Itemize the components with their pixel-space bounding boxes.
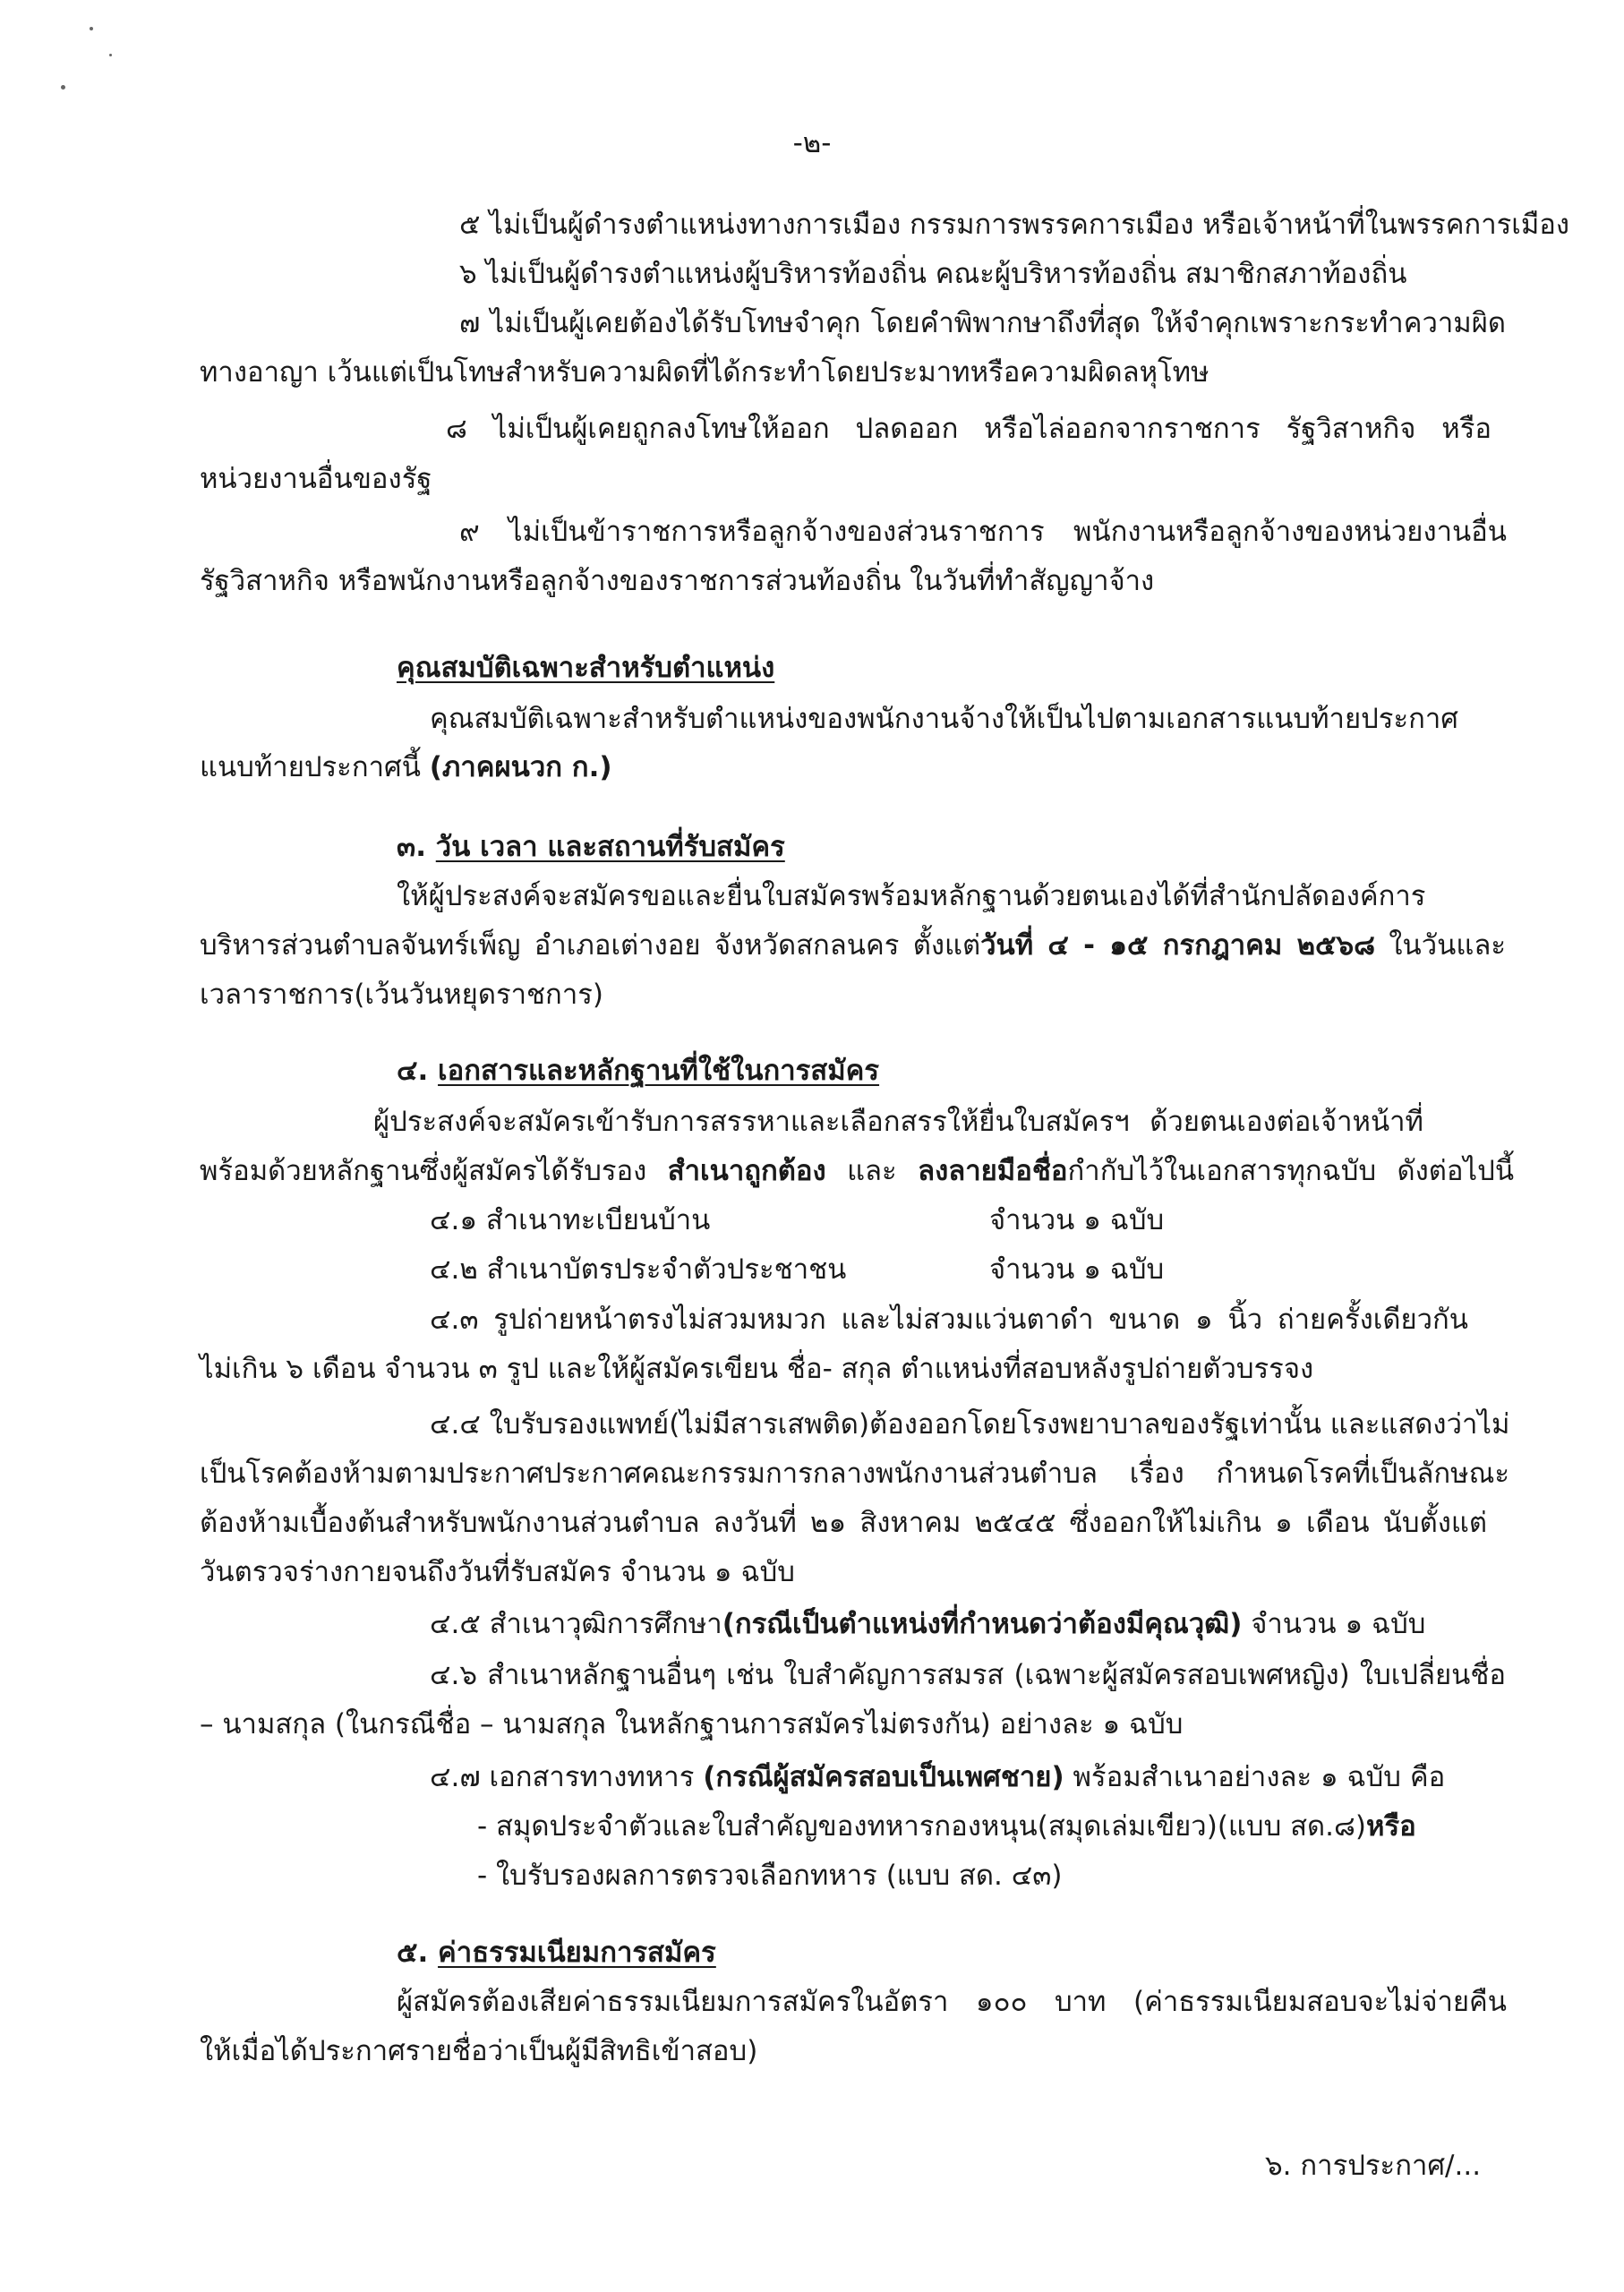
document-item-4-1-label: ๔.๑ สำเนาทะเบียนบ้าน: [430, 1204, 711, 1236]
military-docs-copies: พร้อมสำเนาอย่างละ ๑ ฉบับ คือ: [1064, 1761, 1446, 1793]
scan-speck: [109, 54, 112, 56]
certified-copy-emphasis: สำเนาถูกต้อง: [667, 1155, 826, 1187]
intro-text-c: และ: [825, 1155, 919, 1187]
intro-text-a: พร้อมด้วยหลักฐานซึ่งผู้สมัครได้รับรอง: [200, 1155, 668, 1187]
application-dates: วันที่ ๔ - ๑๕ กรกฎาคม ๒๕๖๘: [980, 929, 1376, 962]
intro-text-e: กำกับไว้ในเอกสารทุกฉบับ ดังต่อไปนี้: [1067, 1155, 1515, 1187]
section-4-intro-line-2: [200, 1155, 1514, 1188]
qualification-item-7-line-2: ทางอาญา เว้นแต่เป็นโทษสำหรับความผิดที่ได้กระทำโดยประมาทหรือความผิดลหุโทษ: [200, 356, 1209, 389]
section-5-line-1: ผู้สมัครต้องเสียค่าธรรมเนียมการสมัครในอัตรา ๑๐๐ บาท (ค่าธรรมเนียมสอบจะไม่จ่ายคืน: [397, 1986, 1507, 2018]
military-doc-2: - ใบรับรองผลการตรวจเลือกทหาร (แบบ สด. ๔๓): [477, 1860, 1063, 1892]
document-item-4-6-line-1: ๔.๖ สำเนาหลักฐานอื่นๆ เช่น ใบสำคัญการสมรส (เฉพาะผู้สมัครสอบเพศหญิง) ใบเปลี่ยนชื่อ: [430, 1659, 1506, 1691]
document-item-4-3-line-2: ไม่เกิน ๖ เดือน จำนวน ๓ รูป และให้ผู้สมัครเขียน ชื่อ- สกุล ตำแหน่งที่สอบหลังรูปถ่ายตัวบรรจง: [200, 1353, 1314, 1385]
page-number: -๒-: [792, 127, 832, 159]
reserve-booklet-text: - สมุดประจำตัวและใบสำคัญของทหารกองหนุน(สมุดเล่มเขียว)(แบบ สด.๘): [477, 1810, 1367, 1843]
or-emphasis: หรือ: [1366, 1810, 1416, 1843]
education-copy-label: ๔.๕ สำเนาวุฒิการศึกษา: [430, 1608, 722, 1640]
section-3-title: วัน เวลา และสถานที่รับสมัคร: [435, 831, 785, 863]
section-4-heading: [397, 1055, 879, 1088]
military-docs-condition: (กรณีผู้สมัครสอบเป็นเพศชาย): [703, 1761, 1064, 1793]
document-item-4-3-line-1: ๔.๓ รูปถ่ายหน้าตรงไม่สวมหมวก และไม่สวมแว่นตาดำ ขนาด ๑ นิ้ว ถ่ายครั้งเดียวกัน: [430, 1304, 1468, 1336]
section-3-heading: [397, 831, 785, 864]
section-3-line-3: เวลาราชการ(เว้นวันหยุดราชการ): [200, 979, 603, 1011]
document-item-4-4-line-1: ๔.๔ ใบรับรองแพทย์(ไม่มีสารเสพติด)ต้องออกโดยโรงพยาบาลของรัฐเท่านั้น และแสดงว่าไม่: [430, 1408, 1510, 1441]
qualification-item-6: ๖ ไม่เป็นผู้ดำรงตำแหน่งผู้บริหารท้องถิ่น คณะผู้บริหารท้องถิ่น สมาชิกสภาท้องถิ่น: [459, 258, 1407, 290]
section-3-number: ๓.: [397, 831, 426, 863]
document-item-4-7: [430, 1761, 1445, 1794]
section-3-location: บริหารส่วนตำบลจันทร์เพ็ญ อำเภอเต่างอย จังหวัดสกลนคร ตั้งแต่: [200, 929, 981, 962]
section-5-line-2: ให้เมื่อได้ประกาศรายชื่อว่าเป็นผู้มีสิทธิเข้าสอบ): [200, 2035, 758, 2067]
section-5-number: ๕.: [397, 1937, 429, 1969]
qualification-item-8-line-1: ๘ ไม่เป็นผู้เคยถูกลงโทษให้ออก ปลดออก หรือไล่ออกจากราชการ รัฐวิสาหกิจ หรือ: [446, 413, 1492, 445]
signature-emphasis: ลงลายมือชื่อ: [918, 1155, 1068, 1187]
section-3-line-1: ให้ผู้ประสงค์จะสมัครขอและยื่นใบสมัครพร้อมหลักฐานด้วยตนเองได้ที่สำนักปลัดองค์การ: [397, 880, 1426, 912]
document-item-4-2-quantity: จำนวน ๑ ฉบับ: [989, 1253, 1165, 1286]
document-item-4-4-line-3: ต้องห้ามเบื้องต้นสำหรับพนักงานส่วนตำบล ลงวันที่ ๒๑ สิงหาคม ๒๕๔๕ ซึ่งออกให้ไม่เกิน ๑ เดือน นับตั้งแต่: [200, 1507, 1487, 1539]
scan-speck: [61, 85, 65, 90]
section-4-intro-line-1: ผู้ประสงค์จะสมัครเข้ารับการสรรหาและเลือกสรรให้ยื่นใบสมัครฯ ด้วยตนเองต่อเจ้าหน้าที่: [373, 1106, 1423, 1138]
document-item-4-5: [430, 1608, 1425, 1641]
specific-qualifications-heading: คุณสมบัติเฉพาะสำหรับตำแหน่ง: [397, 652, 775, 684]
document-item-4-6-line-2: – นามสกุล (ในกรณีชื่อ – นามสกุล ในหลักฐานการสมัครไม่ตรงกัน) อย่างละ ๑ ฉบับ: [200, 1708, 1184, 1740]
section-4-number: ๔.: [397, 1055, 429, 1087]
specific-qualifications-line-2: [200, 751, 612, 784]
document-item-4-4-line-4: วันตรวจร่างกายจนถึงวันที่รับสมัคร จำนวน ๑ ฉบับ: [200, 1556, 795, 1588]
continuation-marker: ๖. การประกาศ/...: [1265, 2150, 1482, 2182]
document-item-4-2-label: ๔.๒ สำเนาบัตรประจำตัวประชาชน: [430, 1253, 847, 1286]
section-3-line-2-tail: ในวันและ: [1375, 929, 1506, 962]
qualification-item-8-line-2: หน่วยงานอื่นของรัฐ: [200, 463, 432, 495]
qualification-item-5: ๕ ไม่เป็นผู้ดำรงตำแหน่งทางการเมือง กรรมการพรรคการเมือง หรือเจ้าหน้าที่ในพรรคการเมือง: [459, 209, 1570, 241]
specific-qualifications-line-1: คุณสมบัติเฉพาะสำหรับตำแหน่งของพนักงานจ้างให้เป็นไปตามเอกสารแนบท้ายประกาศ: [430, 703, 1458, 735]
document-item-4-4-line-2: เป็นโรคต้องห้ามตามประกาศประกาศคณะกรรมการกลางพนักงานส่วนตำบล เรื่อง กำหนดโรคที่เป็นลักษณะ: [200, 1458, 1509, 1490]
education-quantity: จำนวน ๑ ฉบับ: [1242, 1608, 1426, 1640]
section-5-heading: [397, 1937, 716, 1970]
scan-speck: [90, 27, 93, 30]
military-docs-label: ๔.๗ เอกสารทางทหาร: [430, 1761, 704, 1793]
qualification-item-9-line-1: ๙ ไม่เป็นข้าราชการหรือลูกจ้างของส่วนราชการ พนักงานหรือลูกจ้างของหน่วยงานอื่น: [459, 516, 1507, 548]
document-item-4-1-quantity: จำนวน ๑ ฉบับ: [989, 1204, 1165, 1236]
qualification-item-7-line-1: ๗ ไม่เป็นผู้เคยต้องได้รับโทษจำคุก โดยคำพิพากษาถึงที่สุด ให้จำคุกเพราะกระทำความผิด: [459, 307, 1506, 339]
section-3-line-2: [200, 929, 1506, 962]
education-condition: (กรณีเป็นตำแหน่งที่กำหนดว่าต้องมีคุณวุฒิ): [722, 1608, 1243, 1640]
specific-qualifications-text: แนบท้ายประกาศนี้: [200, 751, 430, 783]
military-doc-1: [477, 1810, 1416, 1843]
section-4-title: เอกสารและหลักฐานที่ใช้ในการสมัคร: [438, 1055, 880, 1087]
qualification-item-9-line-2: รัฐวิสาหกิจ หรือพนักงานหรือลูกจ้างของราชการส่วนท้องถิ่น ในวันที่ทำสัญญาจ้าง: [200, 565, 1155, 597]
section-5-title: ค่าธรรมเนียมการสมัคร: [438, 1937, 716, 1969]
appendix-reference: (ภาคผนวก ก.): [429, 751, 612, 783]
